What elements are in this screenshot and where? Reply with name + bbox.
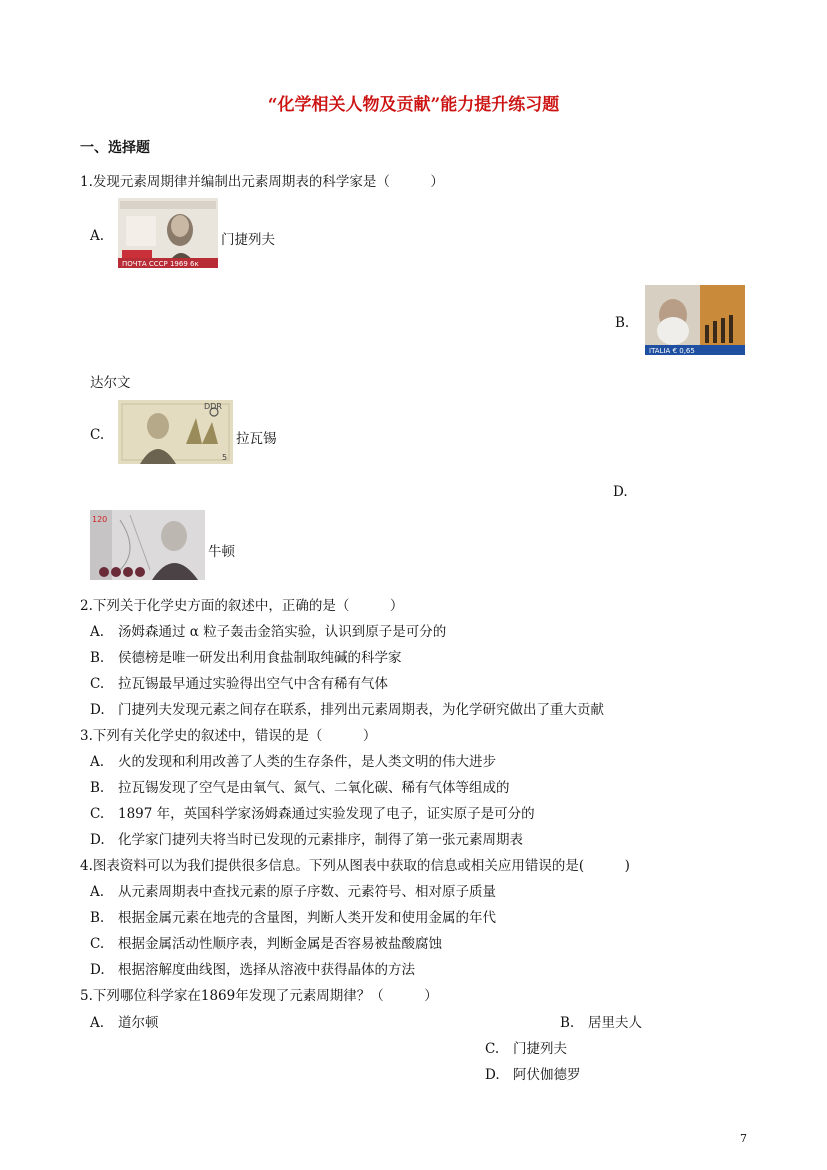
q5-option-a: A. 道尔顿 <box>90 1015 159 1031</box>
page-number: 7 <box>740 1132 747 1145</box>
question-3-stem: 3.下列有关化学史的叙述中，错误的是（ ） <box>80 728 377 744</box>
question-5-stem: 5.下列哪位科学家在1869年发现了元素周期律？（ ） <box>80 988 438 1004</box>
svg-text:120: 120 <box>92 515 108 524</box>
question-1-stem: 1.发现元素周期律并编制出元素周期表的科学家是（ ） <box>80 174 444 190</box>
q1-option-c-letter: C. <box>90 427 105 443</box>
newton-stamp-image <box>90 510 205 580</box>
q4-option-b: B. 根据金属元素在地壳的含量图，判断人类开发和使用金属的年代 <box>90 910 496 926</box>
svg-text:DDR: DDR <box>204 402 222 411</box>
q3-option-b: B. 拉瓦锡发现了空气是由氧气、氮气、二氧化碳、稀有气体等组成的 <box>90 780 510 796</box>
darwin-stamp-image <box>645 285 745 355</box>
q1-option-b-text: 达尔文 <box>90 375 131 391</box>
question-2-stem: 2.下列关于化学史方面的叙述中，正确的是（ ） <box>80 598 404 614</box>
q1-option-d-text: 牛顿 <box>208 544 235 560</box>
document-title: “化学相关人物及贡献”能力提升练习题 <box>267 95 560 115</box>
q5-option-c: C. 门捷列夫 <box>485 1041 567 1057</box>
q2-option-a: A. 汤姆森通过 α 粒子轰击金箔实验，认识到原子是可分的 <box>90 624 447 640</box>
question-4-stem: 4.图表资料可以为我们提供很多信息。下列从图表中获取的信息或相关应用错误的是( ) <box>80 858 630 874</box>
q2-option-c: C. 拉瓦锡最早通过实验得出空气中含有稀有气体 <box>90 676 388 692</box>
q1-option-c-text: 拉瓦锡 <box>236 431 277 447</box>
mendeleev-stamp-image <box>118 198 218 268</box>
q4-option-a: A. 从元素周期表中查找元素的原子序数、元素符号、相对原子质量 <box>90 884 496 900</box>
svg-text:5: 5 <box>222 453 228 462</box>
q4-option-c: C. 根据金属活动性顺序表，判断金属是否容易被盐酸腐蚀 <box>90 936 442 952</box>
q2-option-d: D. 门捷列夫发现元素之间存在联系，排列出元素周期表，为化学研究做出了重大贡献 <box>90 702 604 718</box>
q4-option-d: D. 根据溶解度曲线图，选择从溶液中获得晶体的方法 <box>90 962 415 978</box>
lavoisier-stamp-image <box>118 400 233 464</box>
section-heading: 一、选择题 <box>80 140 150 156</box>
q1-option-a-letter: A. <box>90 228 105 244</box>
mendeleev-stamp-text: ПОЧТА СССР 1969 6к <box>122 260 199 268</box>
q3-option-c: C. 1897 年，英国科学家汤姆森通过实验发现了电子，证实原子是可分的 <box>90 806 535 822</box>
q5-option-d: D. 阿伏伽德罗 <box>485 1067 581 1083</box>
q3-option-a: A. 火的发现和利用改善了人类的生存条件，是人类文明的伟大进步 <box>90 754 496 770</box>
q1-option-b-letter: B. <box>615 315 630 331</box>
q1-option-d-letter: D. <box>613 484 628 500</box>
q2-option-b: B. 侯德榜是唯一研发出利用食盐制取纯碱的科学家 <box>90 650 402 666</box>
q5-option-b: B. 居里夫人 <box>560 1015 642 1031</box>
darwin-stamp-text: ITALIA € 0,65 <box>649 347 695 355</box>
q3-option-d: D. 化学家门捷列夫将当时已发现的元素排序，制得了第一张元素周期表 <box>90 832 523 848</box>
q1-option-a-text: 门捷列夫 <box>221 232 275 248</box>
